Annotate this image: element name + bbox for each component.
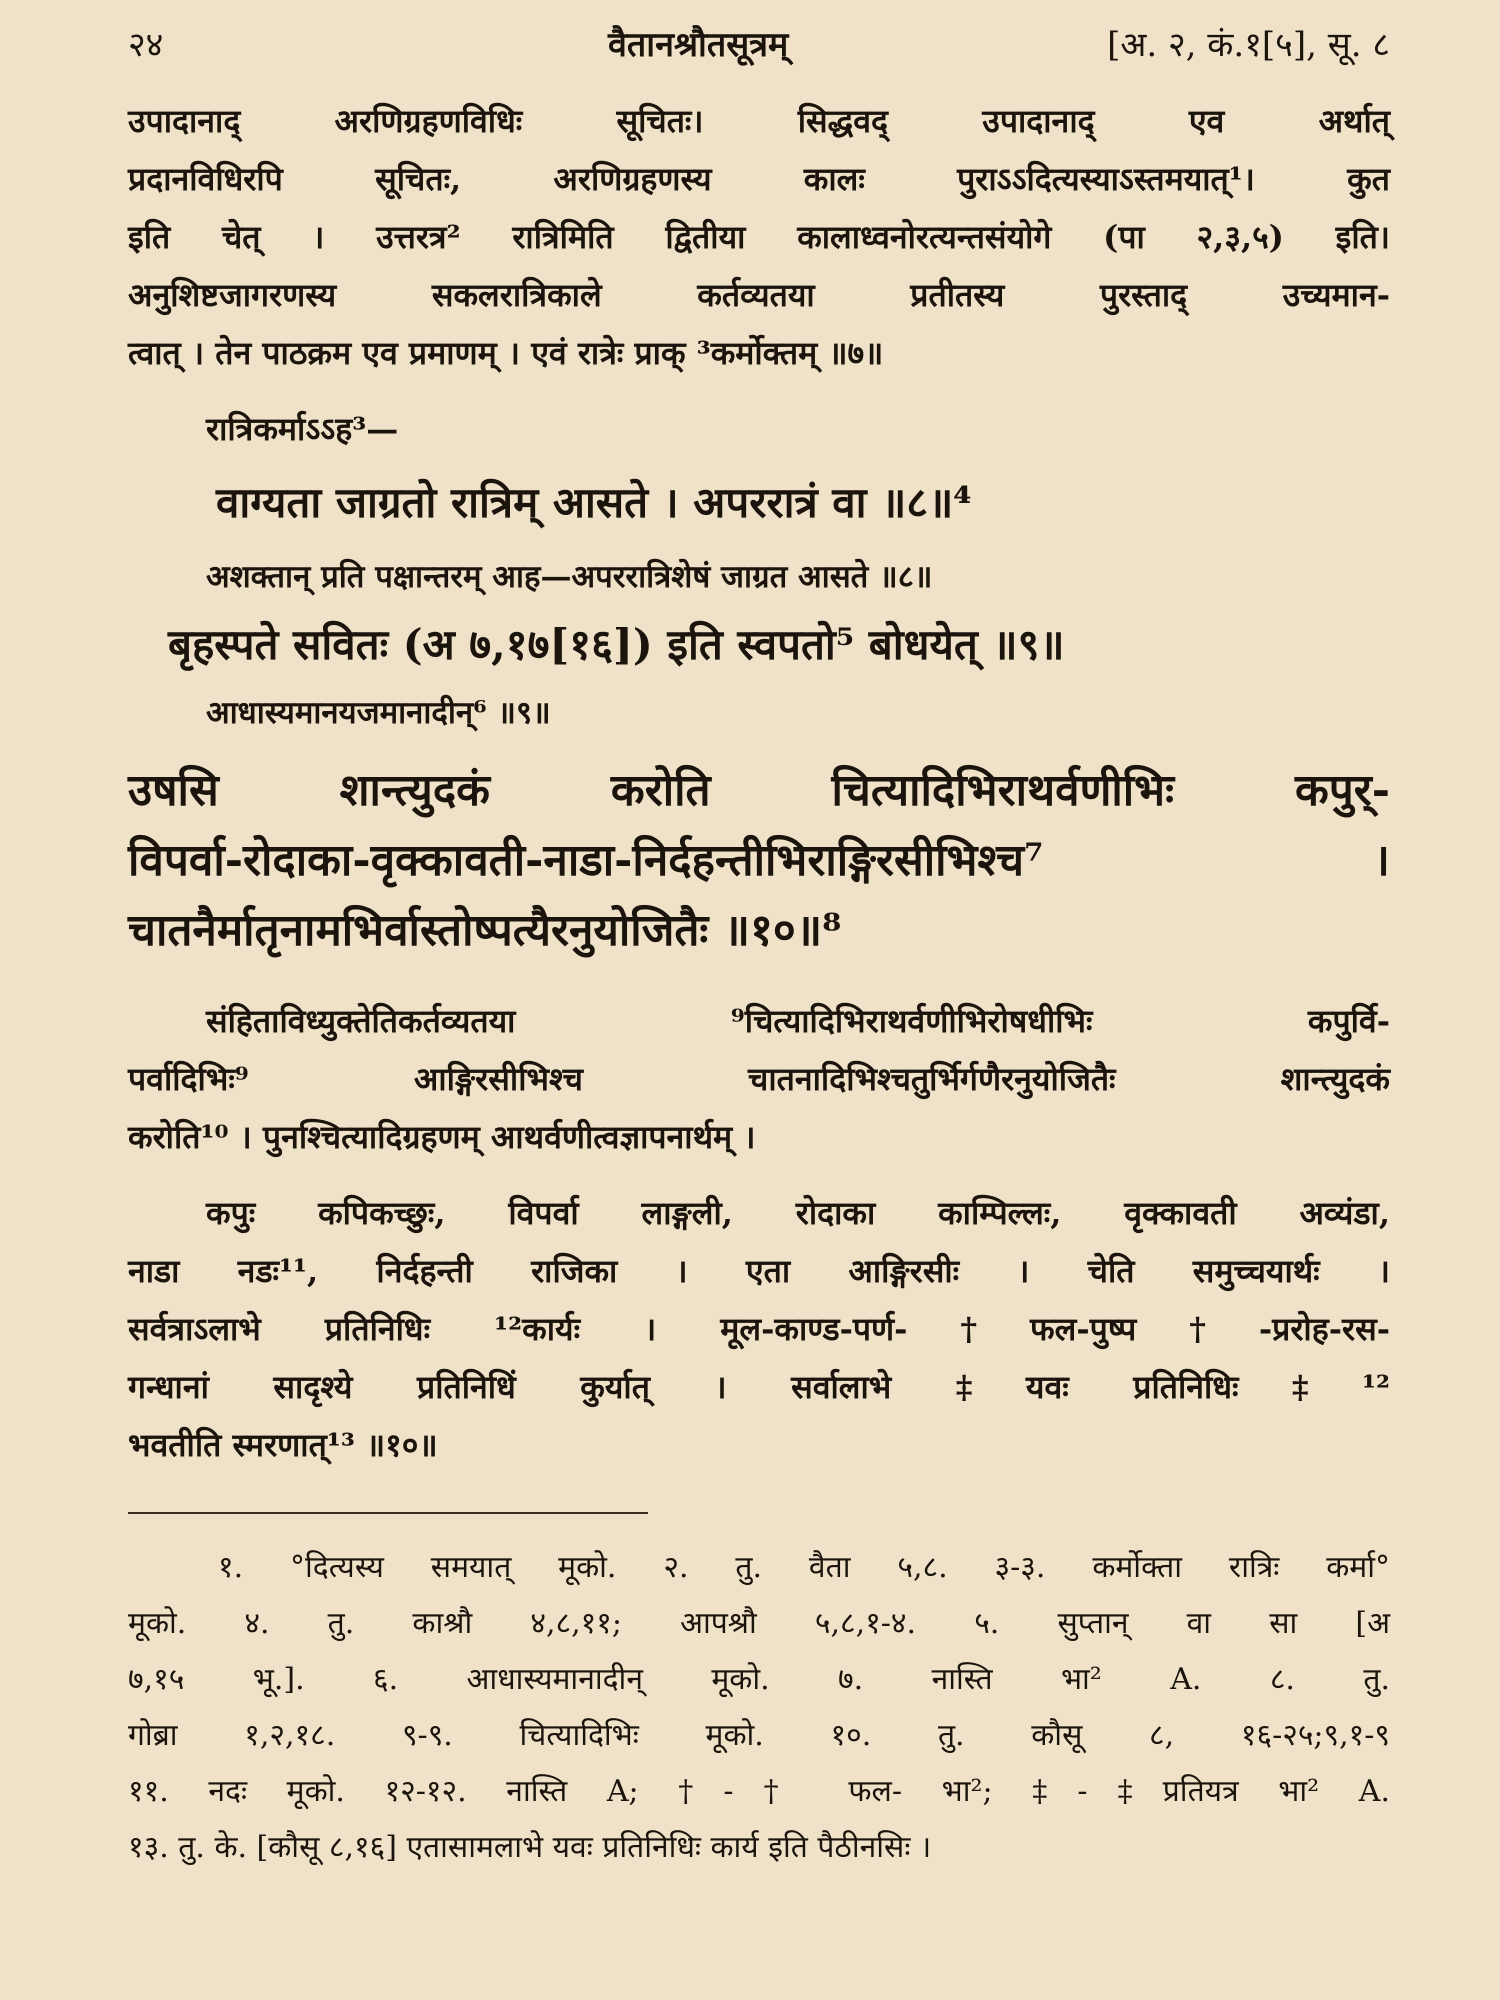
text-line: कपुः कपिकच्छुः, विपर्वा लाङ्गली, रोदाका काम्पिल्लः, वृक्कावती अव्यंडा, bbox=[206, 1194, 1390, 1232]
commentary-8: अशक्तान् प्रति पक्षान्तरम् आह—अपररात्रिशेषं जाग्रत आसते ॥८॥ bbox=[206, 559, 933, 595]
text-line: संहिताविध्युक्तेतिकर्तव्यतया ⁹चित्यादिभिराथर्वणीभिरोषधीभिः कपुर्वि- bbox=[206, 1002, 1390, 1040]
footnote-line: ७,१५ भू.]. ६. आधास्यमानादीन् मूको. ७. नास्ति भा² A. ८. तु. bbox=[128, 1662, 1390, 1697]
sutra-9: बृहस्पते सवितः (अ ७,१७[१६]) इति स्वपतो⁵ बोधयेत् ॥९॥ bbox=[168, 620, 1065, 669]
text-line: करोति¹⁰ । पुनश्चित्यादिग्रहणम् आथर्वणीत्वज्ञापनार्थम् । bbox=[128, 1118, 756, 1156]
text-line: इति चेत् । उत्तरत्र² रात्रिमिति द्वितीया कालाध्वनोरत्यन्तसंयोगे (पा २,३,५) इति। bbox=[128, 218, 1390, 256]
footnote-line: मूको. ४. तु. काश्रौ ४,८,११; आपश्रौ ५,८,१-४. ५. सुप्तान् वा सा [अ bbox=[128, 1606, 1390, 1641]
sutra-8: वाग्यता जाग्रतो रात्रिम् आसते । अपररात्रं वा ॥८॥⁴ bbox=[216, 478, 972, 527]
footnote-line: १३. तु. के. [कौसू ८,१६] एतासामलाभे यवः प्रतिनिधिः कार्य इति पैठीनसिः । bbox=[128, 1830, 932, 1865]
text-line: गन्धानां सादृश्ये प्रतिनिधिं कुर्यात् । सर्वालाभे ‡यवः प्रतिनिधिः‡¹² bbox=[128, 1368, 1390, 1406]
text-line: अनुशिष्टजागरणस्य सकलरात्रिकाले कर्तव्यतया प्रतीतस्य पुरस्ताद् उच्यमान- bbox=[128, 276, 1390, 314]
running-title: वैतानश्रौतसूत्रम् bbox=[608, 25, 789, 65]
section-reference: [अ. २, कं.१[५], सू. ८ bbox=[1107, 25, 1390, 65]
text-line: सर्वत्राऽलाभे प्रतिनिधिः ¹²कार्यः । मूल-काण्ड-पर्ण-†फल-पुष्प†-प्ररोह-रस- bbox=[128, 1310, 1390, 1348]
sutra-line: विपर्वा-रोदाका-वृक्कावती-नाडा-निर्दहन्तीभिराङ्गिरसीभिश्च⁷ । bbox=[128, 835, 1390, 886]
footnote-divider bbox=[128, 1512, 648, 1514]
text-line: भवतीति स्मरणात्¹³ ॥१०॥ bbox=[128, 1426, 438, 1464]
text-line: प्रदानविधिरपि सूचितः, अरणिग्रहणस्य कालः पुराऽऽदित्यस्याऽस्तमयात्¹। कुत bbox=[128, 160, 1390, 198]
page-number: २४ bbox=[128, 25, 164, 65]
footnotes bbox=[128, 1540, 1390, 1876]
footnote-line: ११. नदः मूको. १२-१२. नास्ति A; †-† फल- भा²; ‡-‡प्रतियत्र भा² A. bbox=[128, 1774, 1390, 1809]
commentary-10b bbox=[128, 1184, 1390, 1474]
footnote-line: गोब्रा १,२,१८. ९-९. चित्यादिभिः मूको. १०. तु. कौसू ८, १६-२५;९,१-९ bbox=[128, 1718, 1390, 1753]
footnote-line: १. °दित्यस्य समयात् मूको. २. तु. वैता ५,८. ३-३. कर्मोक्ता रात्रिः कर्मा° bbox=[218, 1550, 1390, 1585]
text-line: पर्वादिभिः⁹ आङ्गिरसीभिश्च चातनादिभिश्चतुर्भिर्गणैरनुयोजितैः शान्त्युदकं bbox=[128, 1060, 1390, 1098]
commentary-9: आधास्यमानयजमानादीन्⁶ ॥९॥ bbox=[206, 695, 551, 731]
sutra-10 bbox=[128, 756, 1390, 966]
commentary-paragraph-7 bbox=[128, 92, 1390, 382]
text-line: उपादानाद् अरणिग्रहणविधिः सूचितः। सिद्धवद् उपादानाद् एव अर्थात् bbox=[128, 102, 1390, 140]
commentary-10a bbox=[128, 992, 1390, 1166]
text-line: नाडा नडः¹¹, निर्दहन्ती राजिका । एता आङ्गिरसीः । चेति समुच्चयार्थः । bbox=[128, 1252, 1390, 1290]
sutra-8-intro: रात्रिकर्माऽऽह³— bbox=[206, 410, 399, 448]
running-header bbox=[128, 16, 1390, 74]
text-line: त्वात् । तेन पाठक्रम एव प्रमाणम् । एवं रात्रेः प्राक् ³कर्मोक्तम् ॥७॥ bbox=[128, 334, 884, 372]
sutra-line: उषसि शान्त्युदकं करोति चित्यादिभिराथर्वणीभिः कपुर्- bbox=[128, 765, 1390, 816]
sutra-line: चातनैर्मातृनामभिर्वास्तोष्पत्यैरनुयोजितैः ॥१०॥⁸ bbox=[128, 905, 842, 956]
